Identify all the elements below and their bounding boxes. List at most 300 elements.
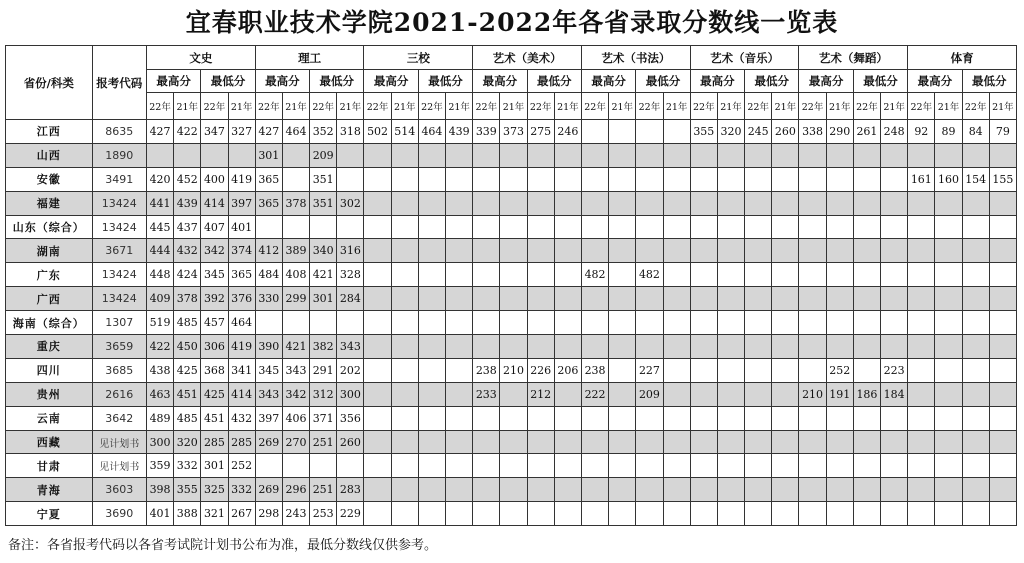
score-cell: 227	[636, 358, 663, 382]
year-header: 22年	[201, 93, 228, 120]
score-cell: 355	[690, 120, 717, 144]
score-cell	[446, 358, 473, 382]
score-cell	[609, 215, 636, 239]
score-cell: 355	[174, 478, 201, 502]
score-cell	[581, 120, 608, 144]
score-cell	[255, 311, 282, 335]
score-cell	[690, 215, 717, 239]
score-cell	[364, 454, 391, 478]
score-cell	[745, 502, 772, 526]
group-header: 体育	[908, 46, 1017, 70]
score-cell	[609, 143, 636, 167]
score-cell	[772, 502, 799, 526]
score-cell	[745, 143, 772, 167]
score-cell: 365	[255, 167, 282, 191]
score-cell	[935, 358, 962, 382]
score-cell	[391, 478, 418, 502]
score-cell: 448	[146, 263, 173, 287]
score-cell: 489	[146, 406, 173, 430]
province-cell: 湖南	[6, 239, 93, 263]
score-cell: 427	[255, 120, 282, 144]
score-cell: 252	[826, 358, 853, 382]
score-cell	[473, 143, 500, 167]
score-cell: 233	[473, 382, 500, 406]
score-cell	[989, 143, 1016, 167]
score-cell	[446, 311, 473, 335]
score-cell	[663, 239, 690, 263]
score-cell	[717, 167, 744, 191]
score-cell: 356	[337, 406, 364, 430]
score-cell	[663, 454, 690, 478]
score-cell	[772, 239, 799, 263]
score-cell	[418, 358, 445, 382]
score-cell: 299	[282, 287, 309, 311]
score-cell	[527, 335, 554, 359]
province-cell: 甘肃	[6, 454, 93, 478]
score-cell	[745, 263, 772, 287]
score-cell	[364, 311, 391, 335]
province-cell: 重庆	[6, 335, 93, 359]
score-cell: 422	[174, 120, 201, 144]
score-cell	[962, 239, 989, 263]
score-cell	[554, 263, 581, 287]
score-cell	[799, 430, 826, 454]
max-score-header: 最高分	[146, 70, 200, 93]
score-cell	[364, 335, 391, 359]
score-cell	[581, 311, 608, 335]
score-cell: 457	[201, 311, 228, 335]
score-cell	[745, 382, 772, 406]
code-cell: 13424	[92, 191, 146, 215]
province-cell: 青海	[6, 478, 93, 502]
score-cell	[364, 478, 391, 502]
code-cell: 1307	[92, 311, 146, 335]
score-cell: 306	[201, 335, 228, 359]
year-header: 21年	[554, 93, 581, 120]
score-cell: 422	[146, 335, 173, 359]
score-cell: 376	[228, 287, 255, 311]
score-cell	[581, 502, 608, 526]
score-cell	[908, 263, 935, 287]
score-cell	[826, 191, 853, 215]
score-cell	[636, 143, 663, 167]
score-cell	[609, 239, 636, 263]
min-score-header: 最低分	[962, 70, 1016, 93]
score-cell	[935, 143, 962, 167]
score-cell	[282, 167, 309, 191]
score-cell	[663, 167, 690, 191]
score-cell	[935, 191, 962, 215]
score-cell	[935, 454, 962, 478]
year-header: 22年	[527, 93, 554, 120]
score-cell	[391, 454, 418, 478]
score-cell: 352	[310, 120, 337, 144]
score-cell	[391, 263, 418, 287]
score-cell: 464	[228, 311, 255, 335]
score-cell: 160	[935, 167, 962, 191]
score-cell	[473, 215, 500, 239]
score-cell	[908, 382, 935, 406]
score-cell	[636, 406, 663, 430]
score-cell	[391, 335, 418, 359]
score-cell	[690, 335, 717, 359]
score-cell	[826, 478, 853, 502]
year-header: 22年	[799, 93, 826, 120]
score-cell	[418, 406, 445, 430]
score-cell: 212	[527, 382, 554, 406]
score-cell	[581, 143, 608, 167]
score-cell	[554, 430, 581, 454]
score-cell	[663, 287, 690, 311]
score-cell	[962, 454, 989, 478]
score-cell: 210	[799, 382, 826, 406]
score-cell	[554, 502, 581, 526]
score-cell	[527, 454, 554, 478]
score-cell	[418, 239, 445, 263]
score-cell	[473, 406, 500, 430]
province-cell: 西藏	[6, 430, 93, 454]
score-cell	[745, 406, 772, 430]
score-cell	[663, 502, 690, 526]
score-cell	[554, 287, 581, 311]
score-cell	[609, 287, 636, 311]
province-cell: 广东	[6, 263, 93, 287]
score-cell: 432	[174, 239, 201, 263]
max-score-header: 最高分	[581, 70, 635, 93]
score-cell: 260	[337, 430, 364, 454]
score-cell	[908, 335, 935, 359]
score-cell: 320	[717, 120, 744, 144]
score-cell	[826, 167, 853, 191]
score-cell	[473, 239, 500, 263]
score-cell	[446, 478, 473, 502]
score-cell: 243	[282, 502, 309, 526]
score-cell	[500, 430, 527, 454]
score-cell: 425	[174, 358, 201, 382]
score-cell	[418, 478, 445, 502]
score-cell: 432	[228, 406, 255, 430]
score-cell	[799, 239, 826, 263]
score-cell	[418, 311, 445, 335]
score-cell: 406	[282, 406, 309, 430]
score-cell: 285	[201, 430, 228, 454]
score-cell	[663, 191, 690, 215]
score-cell	[636, 335, 663, 359]
score-cell	[962, 143, 989, 167]
score-cell	[527, 239, 554, 263]
score-cell	[908, 478, 935, 502]
score-cell	[418, 454, 445, 478]
score-cell	[473, 478, 500, 502]
year-header: 21年	[772, 93, 799, 120]
year-header: 22年	[581, 93, 608, 120]
score-cell	[989, 215, 1016, 239]
score-cell	[364, 239, 391, 263]
score-cell	[663, 430, 690, 454]
score-cell: 210	[500, 358, 527, 382]
score-cell	[473, 454, 500, 478]
score-cell: 251	[310, 478, 337, 502]
score-cell: 79	[989, 120, 1016, 144]
year-header: 22年	[690, 93, 717, 120]
score-cell	[935, 287, 962, 311]
score-cell: 252	[228, 454, 255, 478]
year-header: 22年	[745, 93, 772, 120]
score-cell: 421	[310, 263, 337, 287]
score-cell	[446, 143, 473, 167]
score-cell	[826, 502, 853, 526]
score-cell	[772, 311, 799, 335]
score-cell	[690, 502, 717, 526]
score-cell	[745, 454, 772, 478]
code-cell: 13424	[92, 287, 146, 311]
score-cell	[527, 311, 554, 335]
score-cell	[799, 263, 826, 287]
score-cell	[282, 454, 309, 478]
score-cell	[609, 430, 636, 454]
score-cell	[853, 239, 880, 263]
score-cell	[908, 311, 935, 335]
score-cell	[391, 215, 418, 239]
score-cell	[446, 502, 473, 526]
score-cell	[446, 215, 473, 239]
score-cell	[446, 191, 473, 215]
score-cell	[554, 167, 581, 191]
min-score-header: 最低分	[853, 70, 907, 93]
year-header: 22年	[418, 93, 445, 120]
score-cell: 238	[581, 358, 608, 382]
score-cell: 300	[337, 382, 364, 406]
year-header: 22年	[962, 93, 989, 120]
score-cell	[908, 454, 935, 478]
province-cell: 江西	[6, 120, 93, 144]
score-cell	[636, 430, 663, 454]
score-cell	[609, 502, 636, 526]
year-header: 22年	[310, 93, 337, 120]
score-cell	[853, 406, 880, 430]
score-cell: 368	[201, 358, 228, 382]
score-cell	[527, 502, 554, 526]
code-cell: 3642	[92, 406, 146, 430]
score-cell	[881, 430, 908, 454]
score-cell	[500, 454, 527, 478]
score-cell	[473, 287, 500, 311]
score-cell	[690, 406, 717, 430]
score-cell	[473, 311, 500, 335]
score-cell	[908, 287, 935, 311]
score-cell: 229	[337, 502, 364, 526]
score-cell	[853, 167, 880, 191]
score-cell	[473, 502, 500, 526]
score-cell	[527, 287, 554, 311]
year-header: 22年	[146, 93, 173, 120]
score-cell: 296	[282, 478, 309, 502]
score-cell	[391, 430, 418, 454]
score-cell	[690, 239, 717, 263]
score-cell	[554, 239, 581, 263]
score-cell: 439	[446, 120, 473, 144]
score-cell: 389	[282, 239, 309, 263]
score-table	[5, 45, 1017, 526]
score-cell	[717, 382, 744, 406]
score-cell	[989, 311, 1016, 335]
max-score-header: 最高分	[690, 70, 744, 93]
score-cell: 485	[174, 311, 201, 335]
code-cell: 13424	[92, 263, 146, 287]
table-row	[6, 358, 1017, 382]
score-cell	[881, 478, 908, 502]
score-cell: 301	[255, 143, 282, 167]
score-cell	[418, 143, 445, 167]
score-cell	[364, 430, 391, 454]
score-cell: 301	[310, 287, 337, 311]
year-header: 21年	[989, 93, 1016, 120]
score-cell: 345	[255, 358, 282, 382]
header-row-maxmin	[6, 70, 1017, 93]
score-cell	[772, 382, 799, 406]
score-cell	[881, 239, 908, 263]
score-cell: 161	[908, 167, 935, 191]
score-cell	[799, 143, 826, 167]
score-cell	[772, 454, 799, 478]
score-cell	[989, 335, 1016, 359]
year-header: 22年	[908, 93, 935, 120]
score-cell: 421	[282, 335, 309, 359]
score-cell	[391, 167, 418, 191]
score-cell	[500, 382, 527, 406]
score-cell	[663, 143, 690, 167]
score-cell: 298	[255, 502, 282, 526]
score-cell	[717, 239, 744, 263]
max-score-header: 最高分	[799, 70, 853, 93]
code-cell: 3690	[92, 502, 146, 526]
score-cell	[364, 502, 391, 526]
score-cell: 92	[908, 120, 935, 144]
score-cell: 514	[391, 120, 418, 144]
year-header: 21年	[500, 93, 527, 120]
score-cell	[581, 430, 608, 454]
score-cell: 84	[962, 120, 989, 144]
score-cell	[962, 335, 989, 359]
score-cell: 482	[581, 263, 608, 287]
score-cell: 246	[554, 120, 581, 144]
province-cell: 宁夏	[6, 502, 93, 526]
score-cell: 338	[799, 120, 826, 144]
score-cell	[690, 358, 717, 382]
score-cell	[609, 358, 636, 382]
province-cell: 福建	[6, 191, 93, 215]
score-cell	[554, 478, 581, 502]
score-cell	[799, 335, 826, 359]
score-cell: 318	[337, 120, 364, 144]
score-cell	[799, 478, 826, 502]
max-score-header: 最高分	[473, 70, 527, 93]
score-cell	[853, 263, 880, 287]
score-cell	[826, 143, 853, 167]
score-cell: 248	[881, 120, 908, 144]
score-cell: 437	[174, 215, 201, 239]
score-cell	[228, 143, 255, 167]
score-cell	[174, 143, 201, 167]
score-cell	[282, 215, 309, 239]
score-cell	[989, 502, 1016, 526]
group-header: 艺术（舞蹈）	[799, 46, 908, 70]
score-cell	[962, 358, 989, 382]
score-cell: 407	[201, 215, 228, 239]
score-cell	[391, 382, 418, 406]
score-cell	[799, 167, 826, 191]
score-cell	[636, 239, 663, 263]
score-cell	[745, 430, 772, 454]
score-cell	[989, 382, 1016, 406]
score-cell	[881, 454, 908, 478]
code-cell: 3685	[92, 358, 146, 382]
score-cell	[364, 191, 391, 215]
year-header: 21年	[337, 93, 364, 120]
score-cell	[717, 454, 744, 478]
score-cell	[962, 430, 989, 454]
province-cell: 广西	[6, 287, 93, 311]
score-cell	[772, 478, 799, 502]
score-cell	[989, 358, 1016, 382]
score-cell	[418, 382, 445, 406]
score-cell	[690, 430, 717, 454]
score-cell	[663, 215, 690, 239]
score-cell: 359	[146, 454, 173, 478]
code-cell: 见计划书	[92, 454, 146, 478]
score-cell: 332	[174, 454, 201, 478]
score-cell	[636, 311, 663, 335]
min-score-header: 最低分	[527, 70, 581, 93]
score-cell	[853, 430, 880, 454]
score-cell	[609, 454, 636, 478]
year-header: 21年	[717, 93, 744, 120]
score-cell: 206	[554, 358, 581, 382]
year-header: 22年	[364, 93, 391, 120]
score-cell	[717, 335, 744, 359]
score-cell	[446, 287, 473, 311]
score-cell	[690, 478, 717, 502]
score-cell	[581, 335, 608, 359]
score-cell	[446, 167, 473, 191]
score-cell	[554, 454, 581, 478]
score-cell	[799, 215, 826, 239]
score-cell	[989, 287, 1016, 311]
score-cell	[881, 406, 908, 430]
score-cell	[391, 239, 418, 263]
score-cell	[935, 263, 962, 287]
group-header: 三校	[364, 46, 473, 70]
score-cell	[881, 167, 908, 191]
score-cell: 226	[527, 358, 554, 382]
score-cell: 451	[201, 406, 228, 430]
score-cell	[609, 311, 636, 335]
score-cell	[717, 263, 744, 287]
min-score-header: 最低分	[310, 70, 364, 93]
table-row	[6, 335, 1017, 359]
table-row	[6, 478, 1017, 502]
table-row	[6, 239, 1017, 263]
score-cell	[364, 406, 391, 430]
score-cell	[527, 430, 554, 454]
score-cell	[500, 335, 527, 359]
score-cell	[881, 143, 908, 167]
score-cell: 325	[201, 478, 228, 502]
score-cell	[500, 406, 527, 430]
score-cell	[554, 215, 581, 239]
group-header: 文史	[146, 46, 255, 70]
score-cell	[554, 335, 581, 359]
